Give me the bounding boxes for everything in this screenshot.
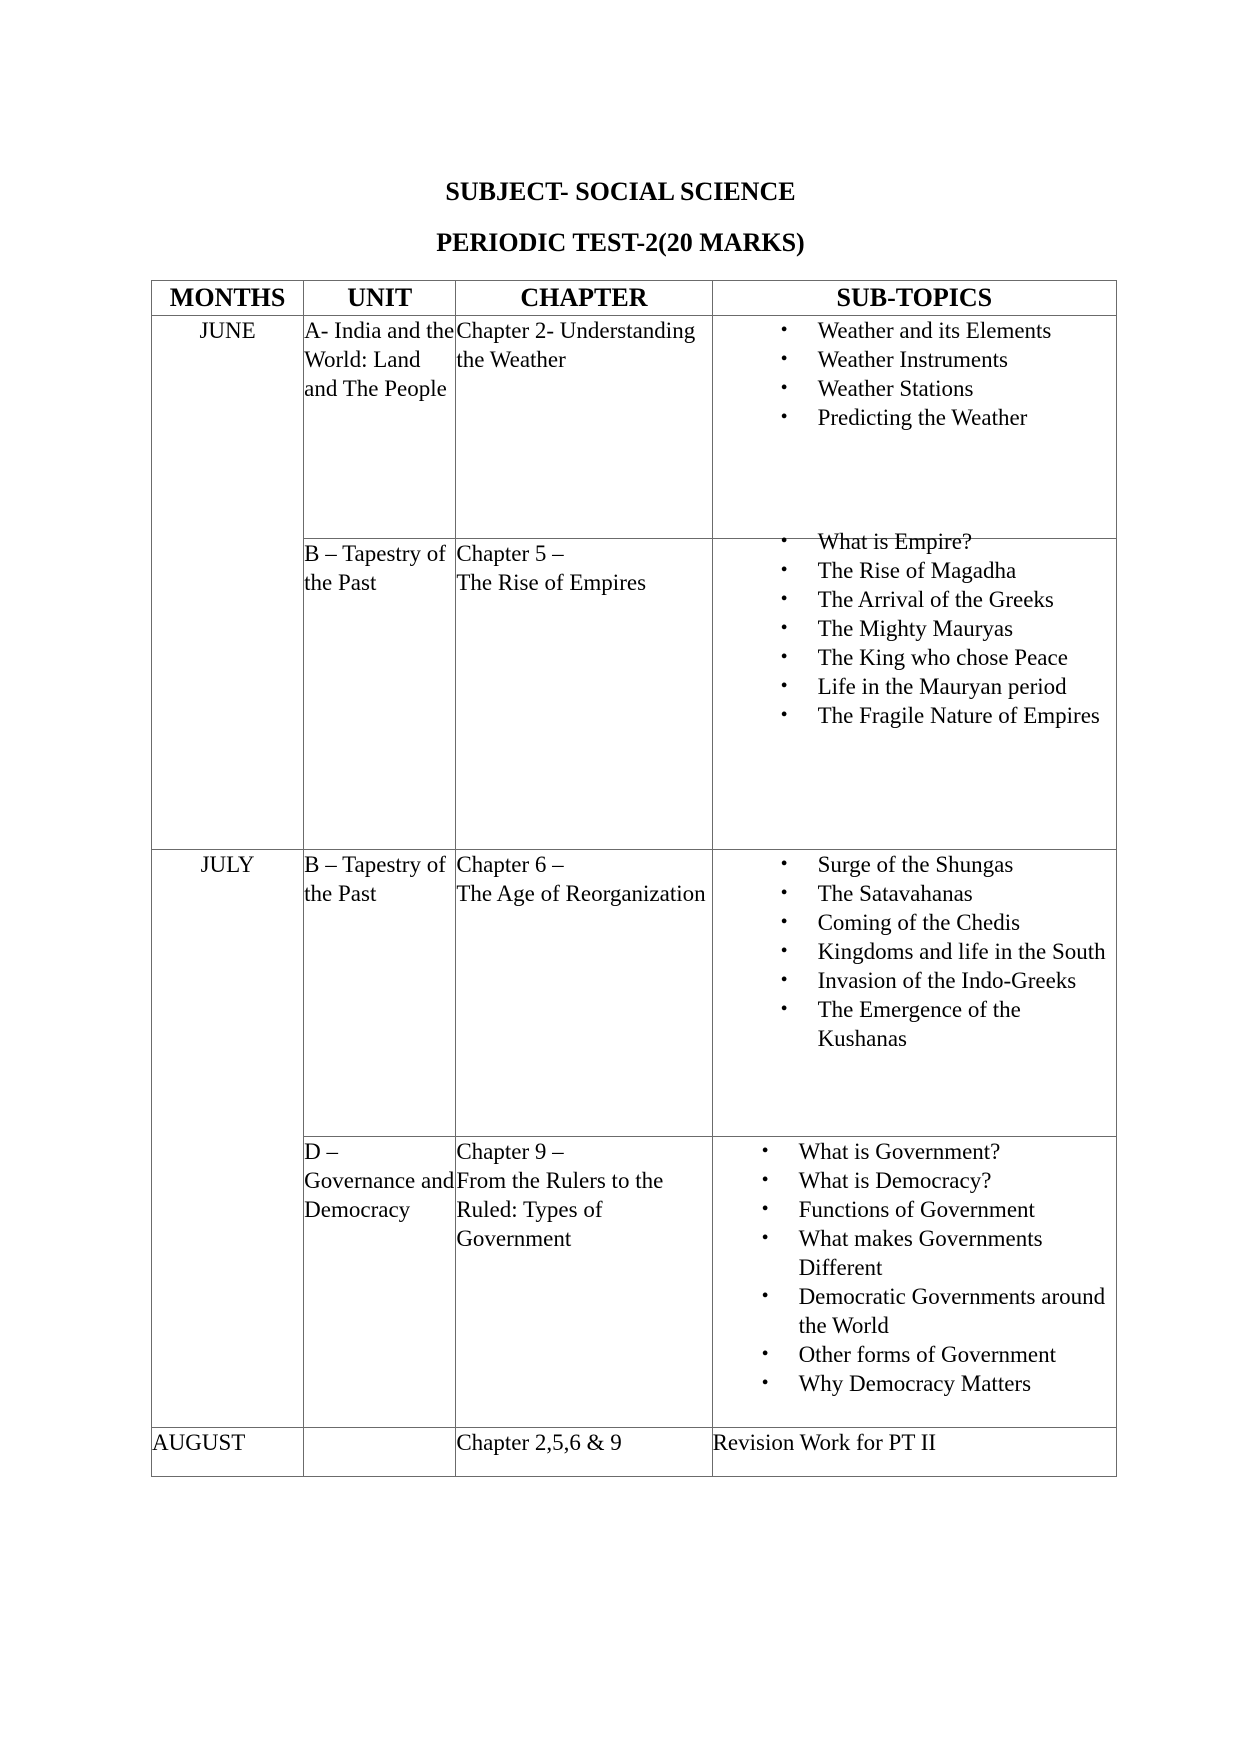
chapter-cell <box>456 539 712 850</box>
list-item: • Invasion of the Indo-Greeks <box>780 968 1077 993</box>
chapter-cell <box>456 850 712 1137</box>
unit-cell <box>304 1137 456 1428</box>
bullet-icon: • <box>780 406 788 428</box>
list-item: • What makes Governments Different <box>761 1226 1043 1280</box>
bullet-icon: • <box>780 617 788 639</box>
header-unit: UNIT <box>304 281 456 316</box>
month-cell: JULY <box>152 850 304 1428</box>
list-item: • Other forms of Government <box>761 1342 1056 1367</box>
list-item: • The Mighty Mauryas <box>780 616 1014 641</box>
subtopics-list <box>713 316 1116 432</box>
bullet-icon: • <box>761 1285 769 1307</box>
list-item: • The Emergence of the Kushanas <box>780 997 1021 1051</box>
unit-cell <box>304 1428 456 1477</box>
bullet-icon: • <box>761 1169 769 1191</box>
month-cell: AUGUST <box>152 1428 304 1477</box>
chapter-title: The Rise of Empires <box>456 570 647 595</box>
chapter-number: Chapter 5 – <box>456 541 564 566</box>
list-item: • What is Democracy? <box>761 1168 992 1193</box>
table-header-row <box>152 281 1117 316</box>
list-item: • Weather Instruments <box>780 347 1008 372</box>
subtopics-cell <box>712 316 1116 539</box>
subtopics-list <box>713 1137 1116 1398</box>
list-item: • The Arrival of the Greeks <box>780 587 1054 612</box>
list-item: • Weather and its Elements <box>780 318 1052 343</box>
bullet-icon: • <box>761 1372 769 1394</box>
list-item: • The King who chose Peace <box>780 645 1068 670</box>
bullet-icon: • <box>780 675 788 697</box>
subtopics-cell: Revision Work for PT II <box>712 1428 1116 1477</box>
bullet-icon: • <box>780 940 788 962</box>
subtopics-cell <box>712 850 1116 1137</box>
document-subtitle: PERIODIC TEST-2(20 MARKS) <box>436 228 805 257</box>
chapter-cell: Chapter 2- Understanding the Weather <box>456 316 712 539</box>
subtopics-list <box>713 527 1116 730</box>
bullet-icon: • <box>780 911 788 933</box>
list-item: • Life in the Mauryan period <box>780 674 1067 699</box>
chapter-cell <box>456 1137 712 1428</box>
chapter-number: Chapter 6 – <box>456 852 564 877</box>
bullet-icon: • <box>761 1227 769 1249</box>
list-item: • What is Empire? <box>780 529 973 554</box>
unit-title: Governance and Democracy <box>304 1168 455 1222</box>
subtopics-cell <box>712 529 1116 850</box>
list-item: • Kingdoms and life in the South <box>780 939 1106 964</box>
unit-letter: D – <box>304 1139 339 1164</box>
bullet-icon: • <box>780 319 788 341</box>
list-item: • What is Government? <box>761 1139 1001 1164</box>
chapter-cell: Chapter 2,5,6 & 9 <box>456 1428 712 1477</box>
list-item: • Weather Stations <box>780 376 974 401</box>
month-cell: JUNE <box>152 316 304 850</box>
bullet-icon: • <box>780 998 788 1020</box>
bullet-icon: • <box>780 646 788 668</box>
chapter-number: Chapter 9 – <box>456 1139 564 1164</box>
bullet-icon: • <box>780 348 788 370</box>
list-item: • The Fragile Nature of Empires <box>780 703 1100 728</box>
chapter-title: The Age of Reorganization <box>456 881 706 906</box>
bullet-icon: • <box>780 853 788 875</box>
unit-cell: A- India and the World: Land and The People <box>304 316 456 539</box>
table-row <box>152 850 1117 1137</box>
bullet-icon: • <box>780 969 788 991</box>
unit-cell: B – Tapestry of the Past <box>304 850 456 1137</box>
table-row <box>152 1428 1117 1477</box>
header-subtopics: SUB-TOPICS <box>712 281 1116 316</box>
bullet-icon: • <box>761 1343 769 1365</box>
subtopics-list <box>713 850 1116 1053</box>
list-item: • Why Democracy Matters <box>761 1371 1032 1396</box>
document-title: SUBJECT- SOCIAL SCIENCE <box>445 177 796 206</box>
unit-cell: B – Tapestry of the Past <box>304 539 456 850</box>
list-item: • Surge of the Shungas <box>780 852 1014 877</box>
bullet-icon: • <box>761 1198 769 1220</box>
list-item: • Predicting the Weather <box>780 405 1028 430</box>
list-item: • Coming of the Chedis <box>780 910 1021 935</box>
bullet-icon: • <box>780 704 788 726</box>
bullet-icon: • <box>780 588 788 610</box>
header-chapter: CHAPTER <box>456 281 712 316</box>
bullet-icon: • <box>780 377 788 399</box>
list-item: • The Satavahanas <box>780 881 973 906</box>
subtopics-cell <box>712 1137 1116 1428</box>
list-item: • Democratic Governments around the World <box>761 1284 1106 1338</box>
chapter-title: From the Rulers to the Ruled: Types of Government <box>456 1168 664 1251</box>
syllabus-table <box>151 280 1117 1477</box>
bullet-icon: • <box>780 882 788 904</box>
bullet-icon: • <box>780 530 788 552</box>
header-months: MONTHS <box>152 281 304 316</box>
table-row <box>152 316 1117 539</box>
list-item: • The Rise of Magadha <box>780 558 1017 583</box>
list-item: • Functions of Government <box>761 1197 1035 1222</box>
bullet-icon: • <box>761 1140 769 1162</box>
bullet-icon: • <box>780 559 788 581</box>
